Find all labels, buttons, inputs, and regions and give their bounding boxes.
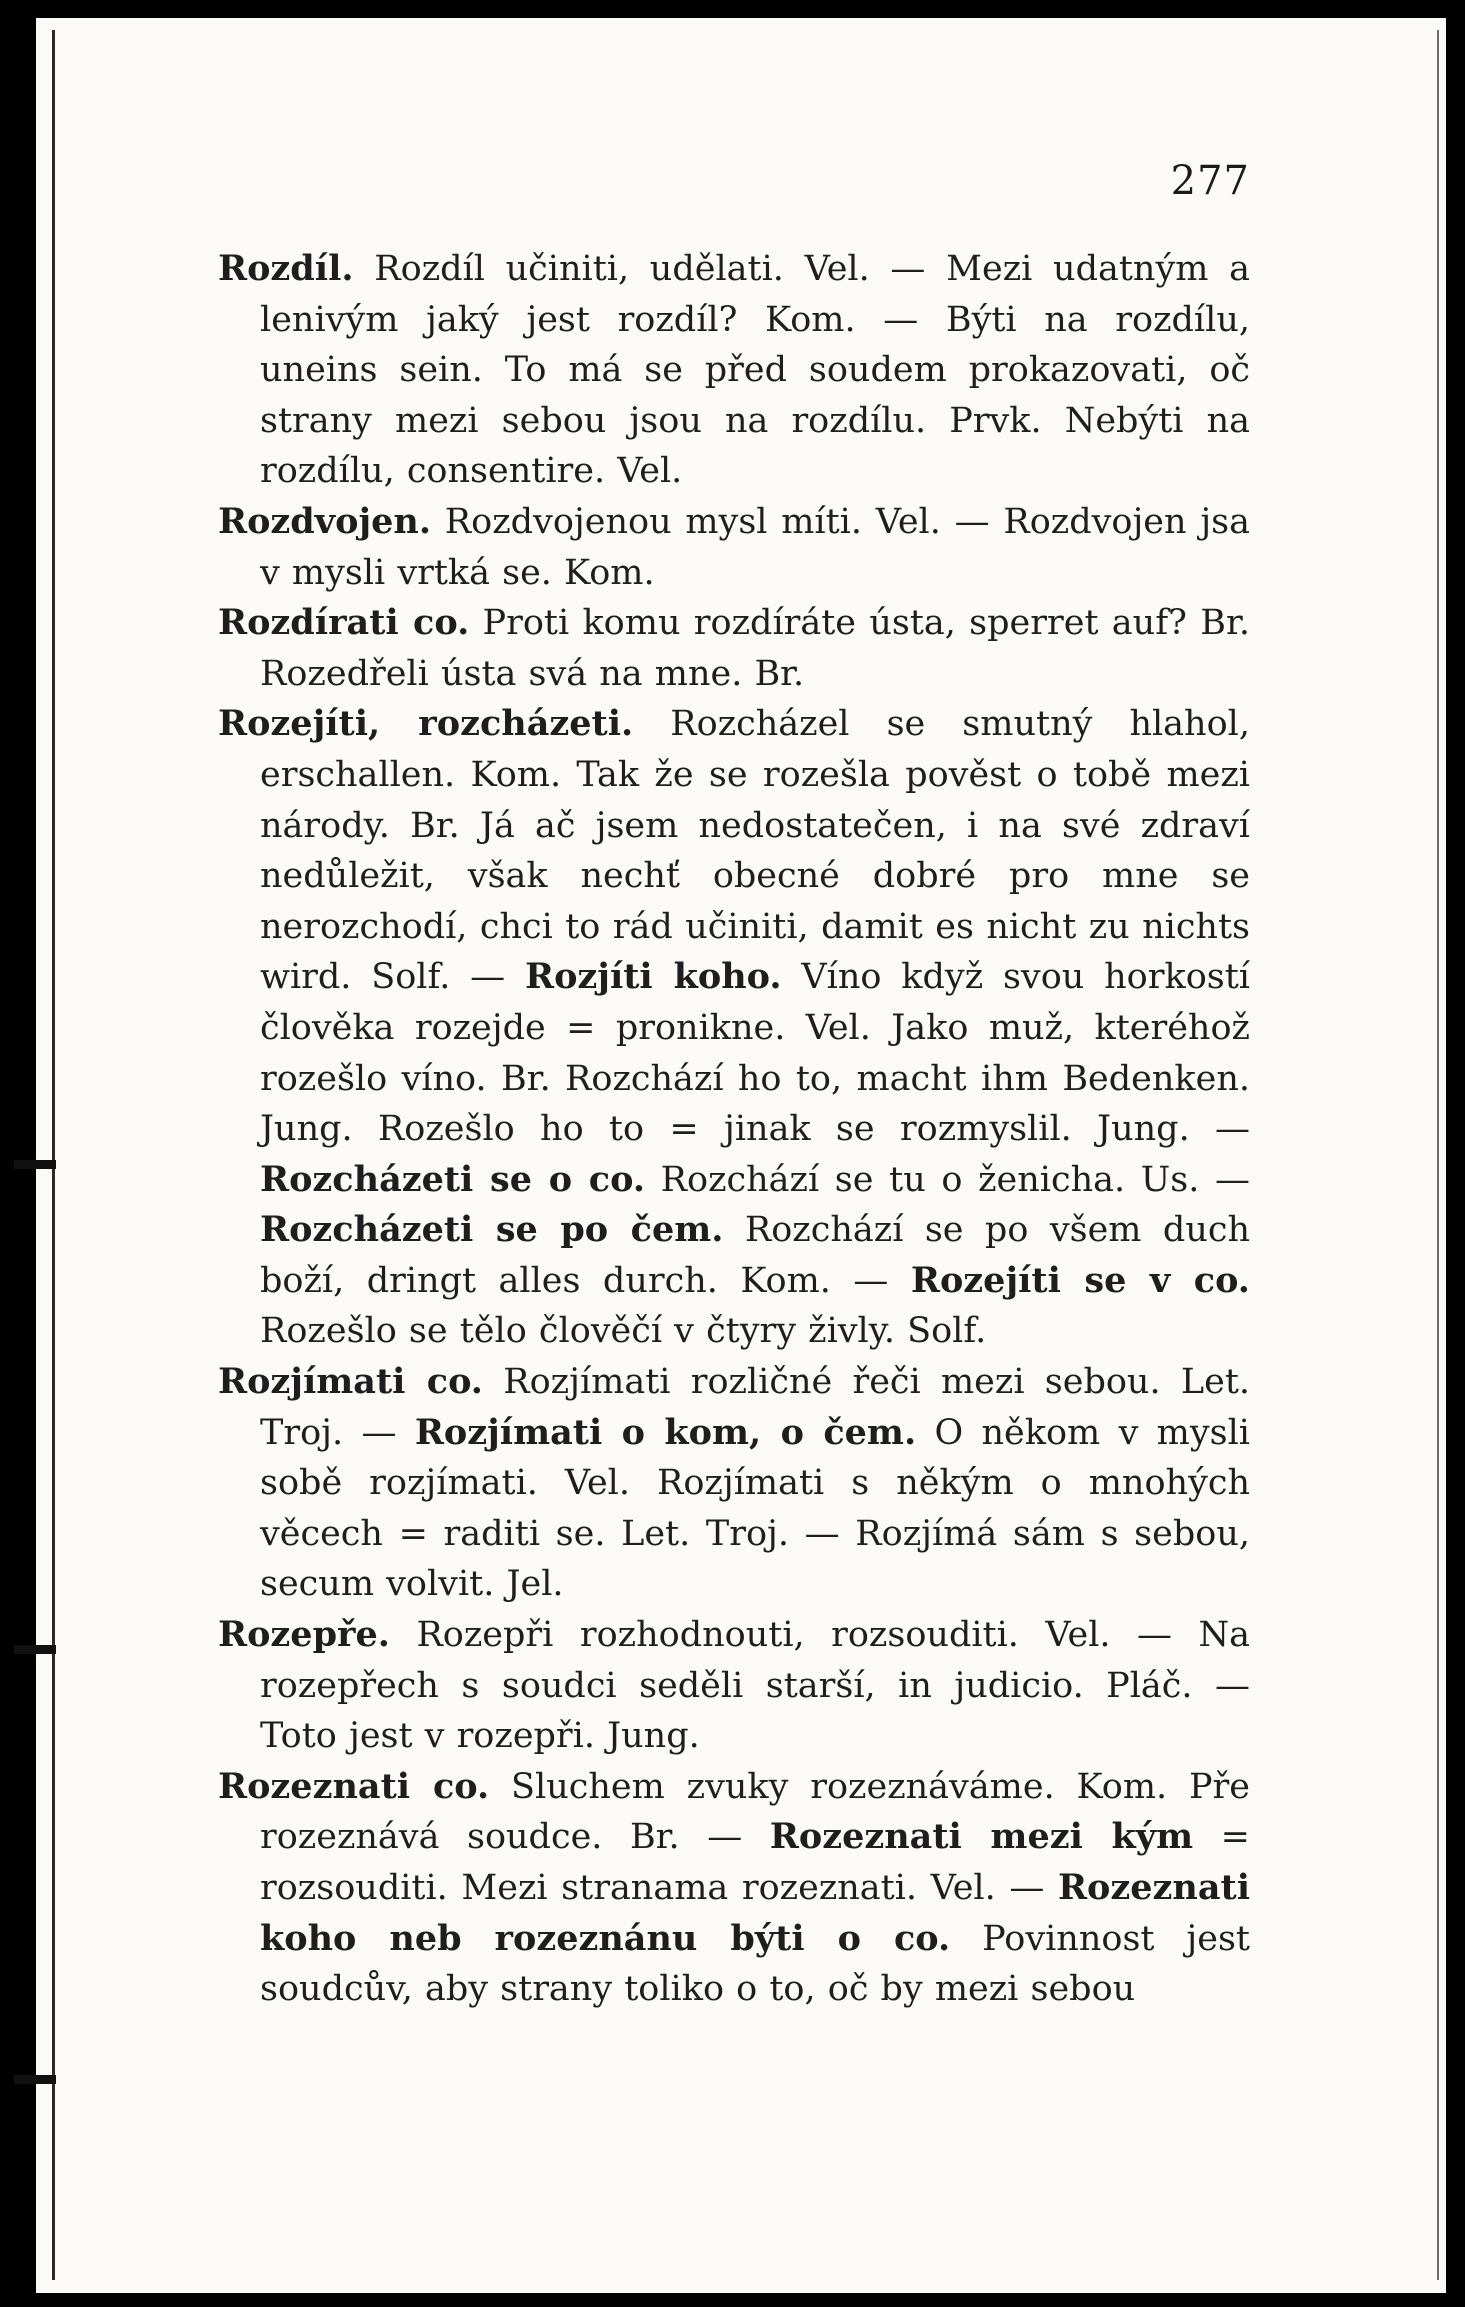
entry-text: Rozjímati rozličné řeči mezi sebou. Let. Troj. — [260,1362,1251,1453]
entry-text: Sluchem zvuky rozeznáváme. Kom. Pře rozeznává soudce. Br. — [260,1766,1250,1858]
entry-text: Rozdíl učiniti, udělati. Vel. — Mezi udatným a lenivým jaký jest rozdíl? Kom. — Býti na rozdílu, uneins sein. To má se před soudem prokazovati, oč strany mezi sebou jsou na rozdílu. Prvk. Nebýti na rozdílu, consentire. Vel. [260,249,1250,492]
sub-headword: Rozeznati koho neb rozeznánu býti o co. [260,1867,1250,1959]
headword: Rozejíti, rozcházeti. [218,703,634,745]
sub-headword: Rozejíti se v co. [910,1259,1250,1301]
dictionary-entry [218,244,1250,497]
dictionary-entry [218,1357,1250,1610]
headword: Rozepře. [218,1614,390,1656]
page-edge-line [1437,30,1439,2280]
dictionary-entry [218,497,1250,598]
headword: Rozdírati co. [218,602,470,644]
entry-text: = rozsouditi. Mezi stranama rozeznati. Vel. — [260,1817,1250,1908]
entry-text: Víno když svou horkostí člověka rozejde = pronikne. Vel. Jako muž, kteréhož rozešlo víno. Br. Rozchází ho to, macht ihm Bedenken. Jung. Rozešlo ho to = jinak se rozmyslil. Jung. — [260,957,1250,1150]
entry-text: Rozcházel se smutný hlahol, erschallen. Kom. Tak že se rozešla pověst o tobě mezi národy. Br. Já ač jsem nedostatečen, i na své zdraví nedůležit, však nechť obecné dobré pro mne se nerozchodí, chci to rád učiniti, damit es nicht zu nichts wird. Solf. — [260,704,1250,998]
dictionary-entry [218,598,1250,699]
dictionary-entry [218,1762,1250,2015]
page-number: 277 [1170,158,1250,204]
sub-headword: Rozcházeti se o co. [260,1158,646,1200]
entry-text: Rozdvojenou mysl míti. Vel. — Rozdvojen jsa v mysli vrtká se. Kom. [260,501,1250,593]
entry-text: Povinnost jest soudcův, aby strany toliko o to, oč by mezi sebou [260,1918,1250,2010]
entry-text: O někom v mysli sobě rozjímati. Vel. Rozjímati s někým o mnohých věcech = raditi se. Let. Troj. — Rozjímá sám s sebou, secum volvit. Jel. [260,1412,1250,1605]
scan-border-right [1447,0,1465,2307]
sub-headword: Rozjímati o kom, o čem. [414,1411,917,1453]
spine-marker-middle [14,1645,56,1654]
dictionary-text [218,244,1250,2015]
headword: Rozeznati co. [218,1765,490,1807]
headword: Rozjímati co. [218,1361,483,1403]
spine-marker-upper [14,1160,56,1169]
headword: Rozdvojen. [218,500,432,542]
spine-marker-lower [14,2075,56,2084]
entry-text: Proti komu rozdíráte ústa, sperret auf? Br. Rozedřeli ústa svá na mne. Br. [260,603,1250,694]
headword: Rozdíl. [218,248,354,289]
entry-text: Rozchází se tu o ženicha. Us. — [645,1159,1250,1200]
entry-text: Rozepři rozhodnouti, rozsouditi. Vel. — Na rozepřech s soudci seděli starší, in judicio. Pláč. — Toto jest v rozepři. Jung. [260,1615,1250,1757]
dictionary-entry [218,699,1250,1357]
sub-headword: Rozcházeti se po čem. [260,1209,724,1251]
entry-text: Rozchází se po všem duch boží, dringt alles durch. Kom. — [260,1210,1251,1301]
dictionary-entry [218,1610,1250,1762]
spine-edge-line [52,30,55,2280]
entry-text: Rozešlo se tělo člověčí v čtyry živly. Solf. [260,1311,987,1352]
sub-headword: Rozeznati mezi kým [769,1816,1194,1858]
sub-headword: Rozjíti koho. [524,956,782,998]
